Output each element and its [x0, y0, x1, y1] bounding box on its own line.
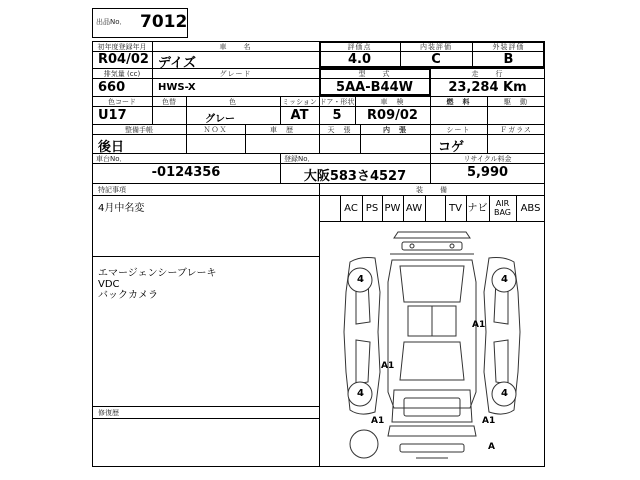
divider [92, 418, 319, 419]
car-top-view [388, 260, 476, 408]
notes-label: 特記事項 [98, 186, 126, 194]
manual-label: 整備手帳 [125, 126, 153, 134]
equip-ps: PS [365, 203, 379, 214]
car-rear-view [388, 390, 476, 458]
interior-lining-label: 内 張 [383, 126, 407, 134]
score-value: 4.0 [347, 52, 372, 67]
equip-tv: TV [449, 203, 462, 214]
equip-airbag-line1: AIR [495, 199, 510, 208]
recycle-value: 5,990 [466, 165, 509, 180]
lot-number-value: 7012 [140, 12, 188, 32]
seat-label: シート [446, 126, 471, 134]
equip-aw: AW [405, 203, 423, 214]
exterior-score-label: 外装評価 [492, 43, 525, 51]
divider [92, 256, 319, 257]
plate-label: 登録No． [284, 155, 315, 163]
notes-line-2: エマージェンシーブレーキ [98, 268, 217, 279]
chassis-value: -0124356 [151, 165, 221, 180]
transmission-label: ミッション [282, 98, 317, 106]
displacement-value: 660 [98, 80, 126, 95]
fglass-label: Ｆガラス [500, 126, 532, 134]
drive-label: 駆 動 [504, 98, 528, 106]
plate-value: 大阪583さ4527 [303, 169, 407, 184]
chassis-label: 車台No． [96, 155, 127, 163]
damage-mark-rear-left: A1 [371, 416, 385, 426]
grade-label: グレード [219, 70, 252, 78]
equip-ac: AC [344, 203, 358, 214]
tire-rear-left-value: 4 [357, 388, 364, 399]
score-label: 評価点 [347, 43, 372, 51]
inspection-value: R09/02 [367, 108, 418, 123]
car-front-view [390, 232, 474, 254]
car-damage-diagram [320, 222, 544, 466]
first-reg-value: R04/02 [98, 52, 149, 67]
type-label: 型 式 [358, 70, 391, 78]
nox-label: ＮＯＸ [203, 126, 228, 134]
tire-front-left-value: 4 [357, 274, 364, 285]
mileage-label: 走 行 [471, 70, 504, 78]
model-label: 車 名 [219, 43, 252, 51]
interior-score-label: 内装評価 [420, 43, 452, 51]
seat-value: コゲ [438, 140, 465, 155]
manual-value: 後日 [98, 140, 125, 155]
first-reg-label: 初年度登録年月 [97, 43, 147, 51]
doors-value: 5 [332, 108, 342, 123]
color-value: グレー [205, 114, 235, 125]
transmission-value: AT [290, 108, 309, 123]
model-value: デイズ [158, 56, 196, 71]
sunroof-label: 天 張 [327, 126, 352, 134]
color-code-label: 色コード [108, 98, 136, 106]
grade-value: HWS-X [158, 82, 196, 93]
divider [92, 406, 319, 407]
interior-score-value: C [431, 52, 441, 67]
exterior-score-value: B [503, 52, 514, 67]
notes-line-3: VDC [98, 279, 120, 290]
type-value: 5AA-B44W [336, 80, 413, 95]
divider [425, 195, 426, 221]
lot-number-label: 出品No． [96, 18, 127, 26]
spare-tire-icon [350, 430, 378, 458]
recycle-label: リサイクル料金 [463, 155, 512, 163]
tire-front-right-value: 4 [501, 274, 508, 285]
repair-history-label: 修復歴 [98, 409, 119, 417]
notes-line-1: 4月中名変 [98, 203, 145, 214]
fuel-label: 燃 料 [446, 98, 471, 106]
damage-mark-rear-right: A1 [482, 416, 496, 426]
equip-airbag-line2: BAG [493, 208, 512, 217]
damage-mark-left-middle: A1 [381, 361, 395, 371]
equipment-label: 装 備 [416, 186, 448, 194]
equip-pw: PW [384, 203, 401, 214]
equip-navi: ナビ [467, 203, 488, 214]
damage-mark-rear-bumper: A [488, 442, 495, 452]
mileage-value: 23,284 Km [448, 80, 527, 95]
tire-rear-right-value: 4 [501, 388, 508, 399]
inspection-label: 車 検 [380, 98, 405, 106]
history-label: 車 歴 [270, 126, 294, 134]
color-change-label: 色替 [162, 98, 176, 106]
color-label: 色 [229, 98, 237, 106]
displacement-label: 排気量 (cc) [103, 70, 141, 78]
notes-line-4: バックカメラ [98, 290, 158, 301]
damage-mark-right-middle: A1 [472, 320, 486, 330]
color-code-value: U17 [98, 108, 127, 123]
equip-abs: ABS [520, 203, 541, 214]
doors-label: ドア・形状 [319, 98, 355, 106]
